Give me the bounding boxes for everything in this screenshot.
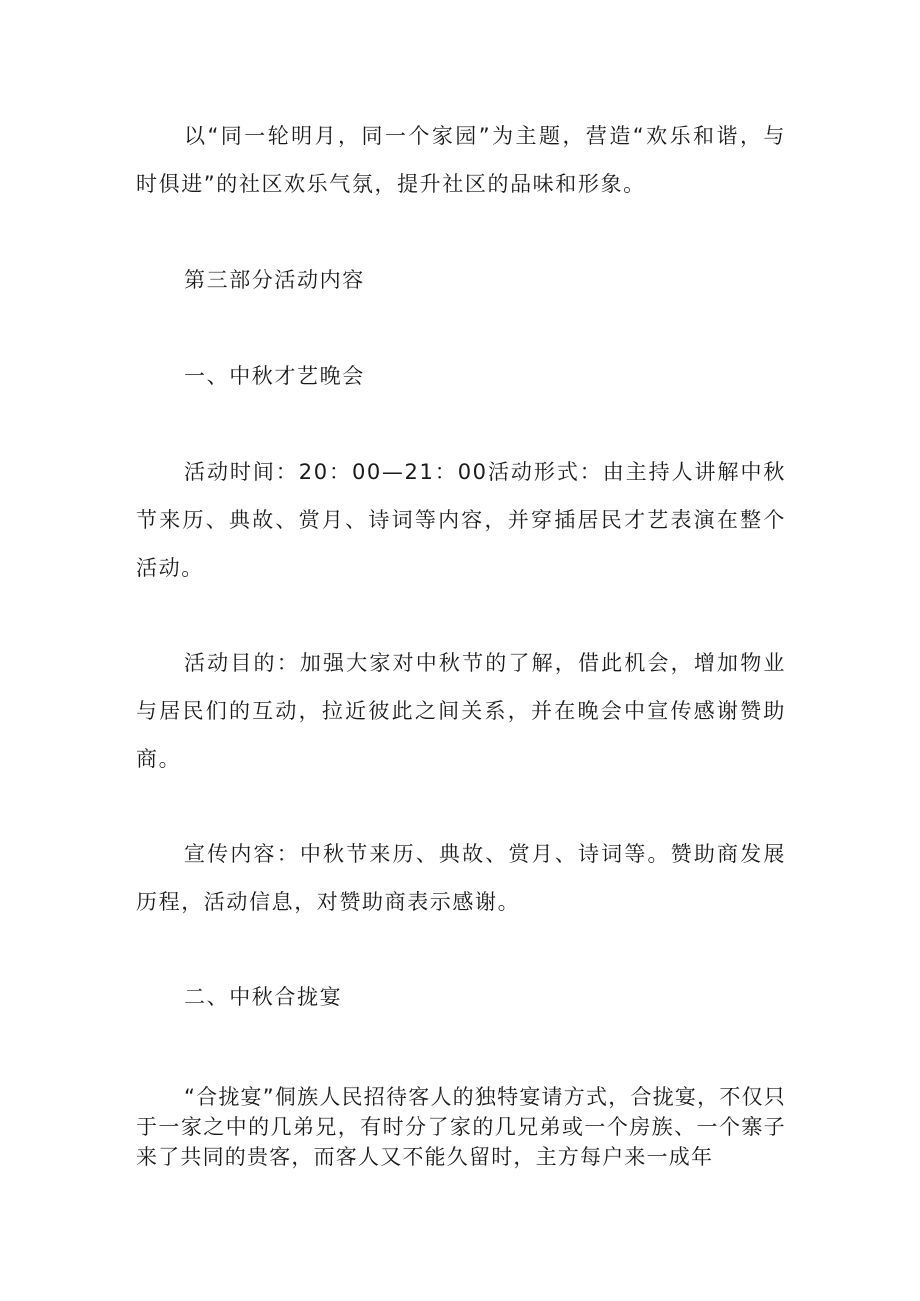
subsection-heading: 一、中秋才艺晚会 [184,364,365,388]
activity-purpose-paragraph: 活动目的：加强大家对中秋节的了解，借此机会，增加物业与居民们的互动，拉近彼此之间关系，并在晚会中宣传感谢赞助商。 [136,651,786,771]
section-heading: 第三部分活动内容 [184,268,365,292]
intro-paragraph: 以“同一轮明月，同一个家园”为主题，营造“欢乐和谐，与时俱进”的社区欢乐气氛，提升社区的品味和形象。 [136,124,786,196]
promotion-content-paragraph: 宣传内容：中秋节来历、典故、赏月、诗词等。赞助商发展历程，活动信息，对赞助商表示感谢。 [136,842,786,914]
banquet-paragraph: “合拢宴”侗族人民招待客人的独特宴请方式，合拢宴，不仅只于一家之中的几弟兄，有时分了家的几兄弟或一个房族、一个寨子来了共同的贵客，而客人又不能久留时，主方每户来一成年 [136,1085,786,1169]
activity-time-paragraph: 活动时间：20：00—21：00活动形式：由主持人讲解中秋节来历、典故、赏月、诗词等内容，并穿插居民才艺表演在整个活动。 [136,460,786,580]
subsection-heading: 二、中秋合拢宴 [184,985,343,1009]
